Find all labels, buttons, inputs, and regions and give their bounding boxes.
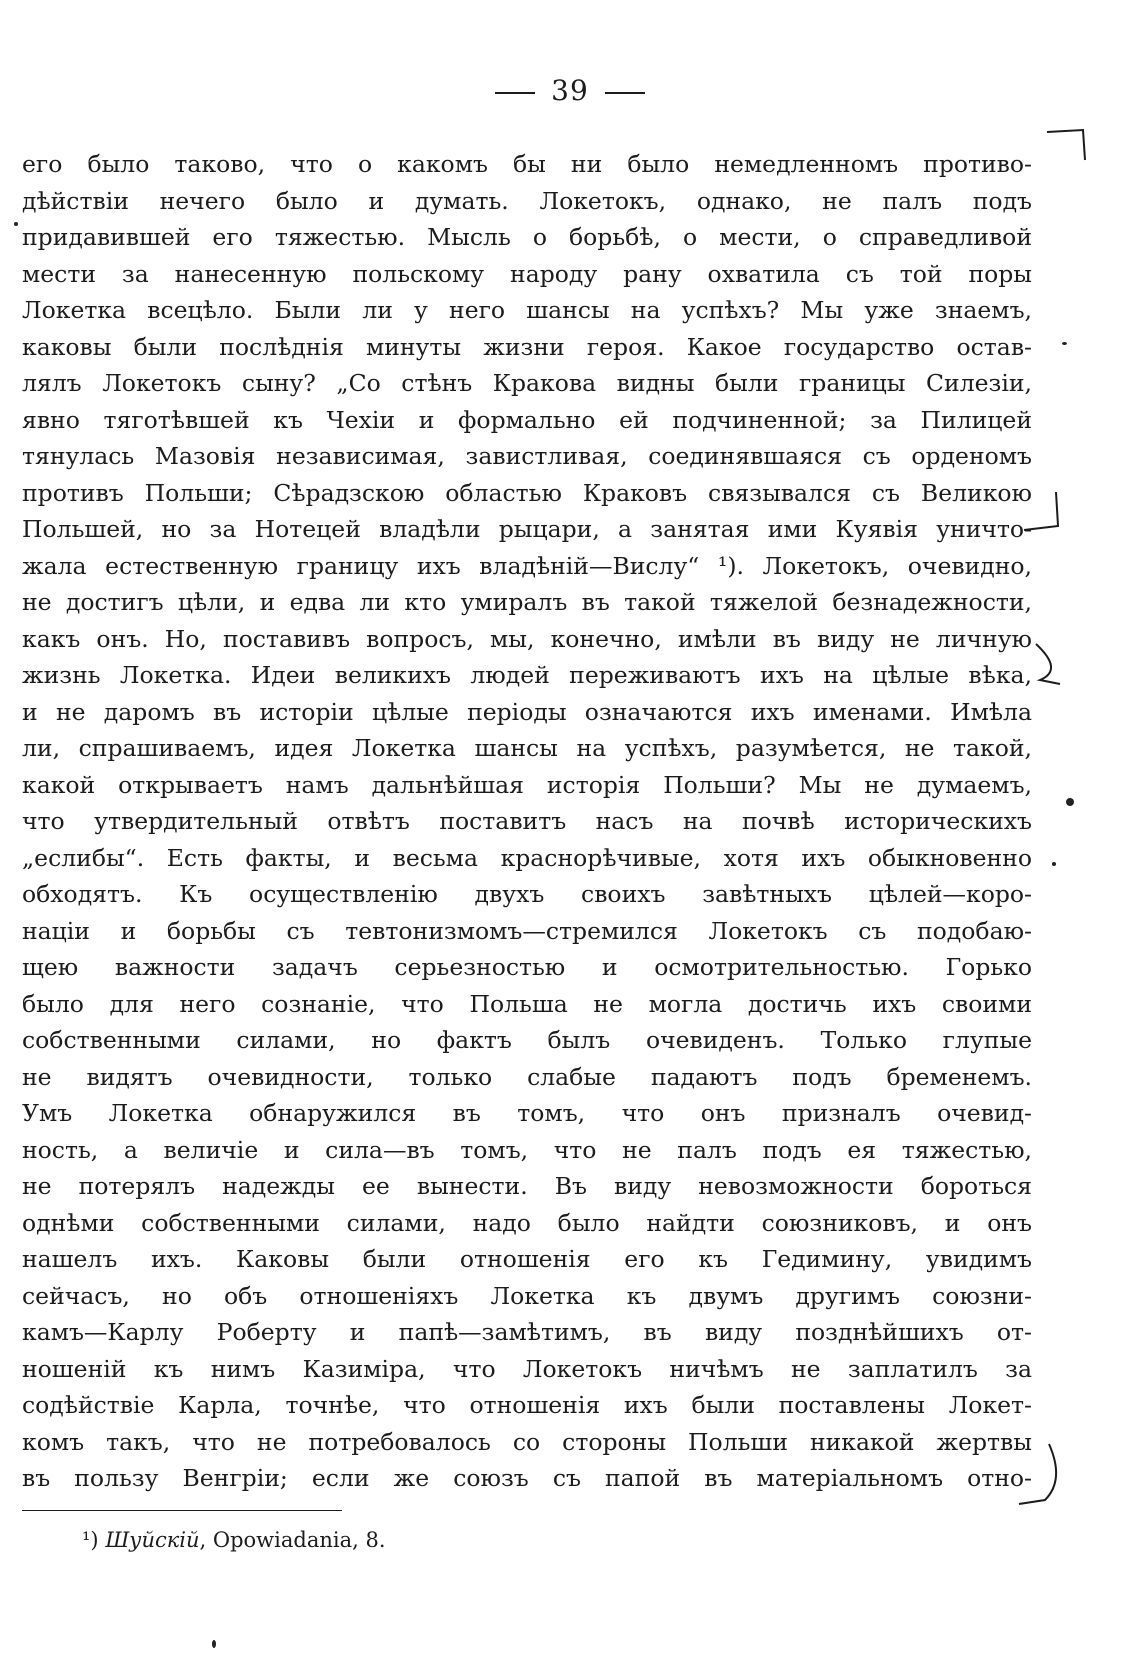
scan-dot-mark-icon [1052,862,1056,866]
text-line: лялъ Локетокъ сыну? „Со стѣнъ Кракова видны были границы Силезіи, [22,369,1032,397]
text-line: „еслибы“. Есть факты, и весьма краснорѣчивые, хотя ихъ обыкновенно [22,843,1032,872]
text-line: явно тяготѣвшей къ Чехіи и формально ей подчиненной; за Пилицей [22,405,1032,434]
scan-dot-mark-icon [14,222,18,226]
margin-bracket-top-icon [1045,124,1095,164]
text-line: не потерялъ надежды ее вынести. Въ виду невозможности бороться [22,1172,1032,1200]
text-line: сейчасъ, но объ отношеніяхъ Локетка къ двумъ другимъ союзни- [22,1281,1032,1310]
text-line: камъ—Карлу Роберту и папѣ—замѣтимъ, въ виду позднѣйшихъ от- [22,1318,1032,1346]
scan-dot-mark-icon [212,1640,216,1648]
scan-dot-mark-icon [1062,342,1067,345]
footnote-marker: ¹) [82,1528,99,1552]
footnote-source: , Opowiadania, 8. [199,1528,386,1552]
text-line: что утвердительный отвѣтъ поставитъ насъ на почвѣ историческихъ [22,807,1032,835]
text-line: ношеній къ нимъ Казиміра, что Локетокъ ничѣмъ не заплатилъ за [22,1354,1032,1383]
margin-bracket-lower-icon [1030,640,1080,710]
text-line: придавившей его тяжестью. Мысль о борьбѣ, о мести, о справедливой [22,223,1032,251]
text-line: содѣйствіе Карла, точнѣе, что отношенія ихъ были поставлены Локет- [22,1391,1032,1419]
text-line: нашелъ ихъ. Каковы были отношенія его къ Гедимину, увидимъ [22,1245,1032,1273]
text-line: собственными силами, но фактъ былъ очевиденъ. Только глупые [22,1026,1032,1054]
text-line: жала естественную границу ихъ владѣній—Вислу“ ¹). Локетокъ, очевидно, [22,551,1032,580]
text-line: какъ онъ. Но, поставивъ вопросъ, мы, конечно, имѣли въ виду не личную [22,624,1032,653]
text-line: обходятъ. Къ осуществленію двухъ своихъ завѣтныхъ цѣлей—коро- [22,880,1032,908]
margin-bracket-bottom-icon [1015,1440,1075,1520]
header-dash-left [495,92,535,94]
text-line: мести за нанесенную польскому народу рану охватила съ той поры [22,259,1032,288]
text-line: Локетка всецѣло. Были ли у него шансы на успѣхъ? Мы уже знаемъ, [22,296,1032,324]
margin-bracket-middle-icon [1020,490,1080,540]
page-number-header [0,74,1140,107]
text-line: не видятъ очевидности, только слабые падаютъ подъ бременемъ. [22,1062,1032,1091]
body-text [22,146,1032,1497]
text-line: однѣми собственными силами, надо было найдти союзниковъ, и онъ [22,1208,1032,1237]
text-line: противъ Польши; Сѣрадзскою областью Краковъ связывался съ Великою [22,478,1032,507]
text-line: щею важности задачъ серьезностью и осмотрительностью. Горько [22,953,1032,981]
header-dash-right [605,92,645,94]
text-line: какой открываетъ намъ дальнѣйшая исторія Польши? Мы не думаемъ, [22,770,1032,799]
text-line: ность, а величіе и сила—въ томъ, что не палъ подъ ея тяжестью, [22,1135,1032,1164]
text-line: Польшей, но за Нотецей владѣли рыцари, а занятая ими Куявія уничто- [22,515,1032,543]
footnote [82,1528,386,1552]
text-line: Умъ Локетка обнаружился въ томъ, что онъ призналъ очевид- [22,1099,1032,1127]
text-line: ли, спрашиваемъ, идея Локетка шансы на успѣхъ, разумѣется, не такой, [22,734,1032,762]
scan-dot-mark-icon [1066,798,1074,806]
text-line: тянулась Мазовія независимая, завистливая, соединявшаяся съ орденомъ [22,442,1032,470]
text-line: жизнь Локетка. Идеи великихъ людей переживаютъ ихъ на цѣлые вѣка, [22,661,1032,689]
page-number: 39 [551,74,589,107]
footnote-author: Шуйскій [105,1528,200,1552]
text-line: каковы были послѣднія минуты жизни героя. Какое государство остав- [22,332,1032,361]
text-line: не достигъ цѣли, и едва ли кто умиралъ въ такой тяжелой безнадежности, [22,588,1032,616]
text-line: было для него сознаніе, что Польша не могла достичь ихъ своими [22,989,1032,1018]
text-line: и не даромъ въ исторіи цѣлые періоды означаются ихъ именами. Имѣла [22,697,1032,726]
text-line: націи и борьбы съ тевтонизмомъ—стремился Локетокъ съ подобаю- [22,916,1032,945]
text-line: комъ такъ, что не потребовалось со стороны Польши никакой жертвы [22,1427,1032,1456]
text-line: дѣйствіи нечего было и думать. Локетокъ, однако, не палъ подъ [22,186,1032,215]
text-line: его было таково, что о какомъ бы ни было немедленномъ противо- [22,150,1032,178]
footnote-divider [22,1510,342,1511]
text-line: въ пользу Венгріи; если же союзъ съ папой въ матеріальномъ отно- [22,1464,1032,1492]
